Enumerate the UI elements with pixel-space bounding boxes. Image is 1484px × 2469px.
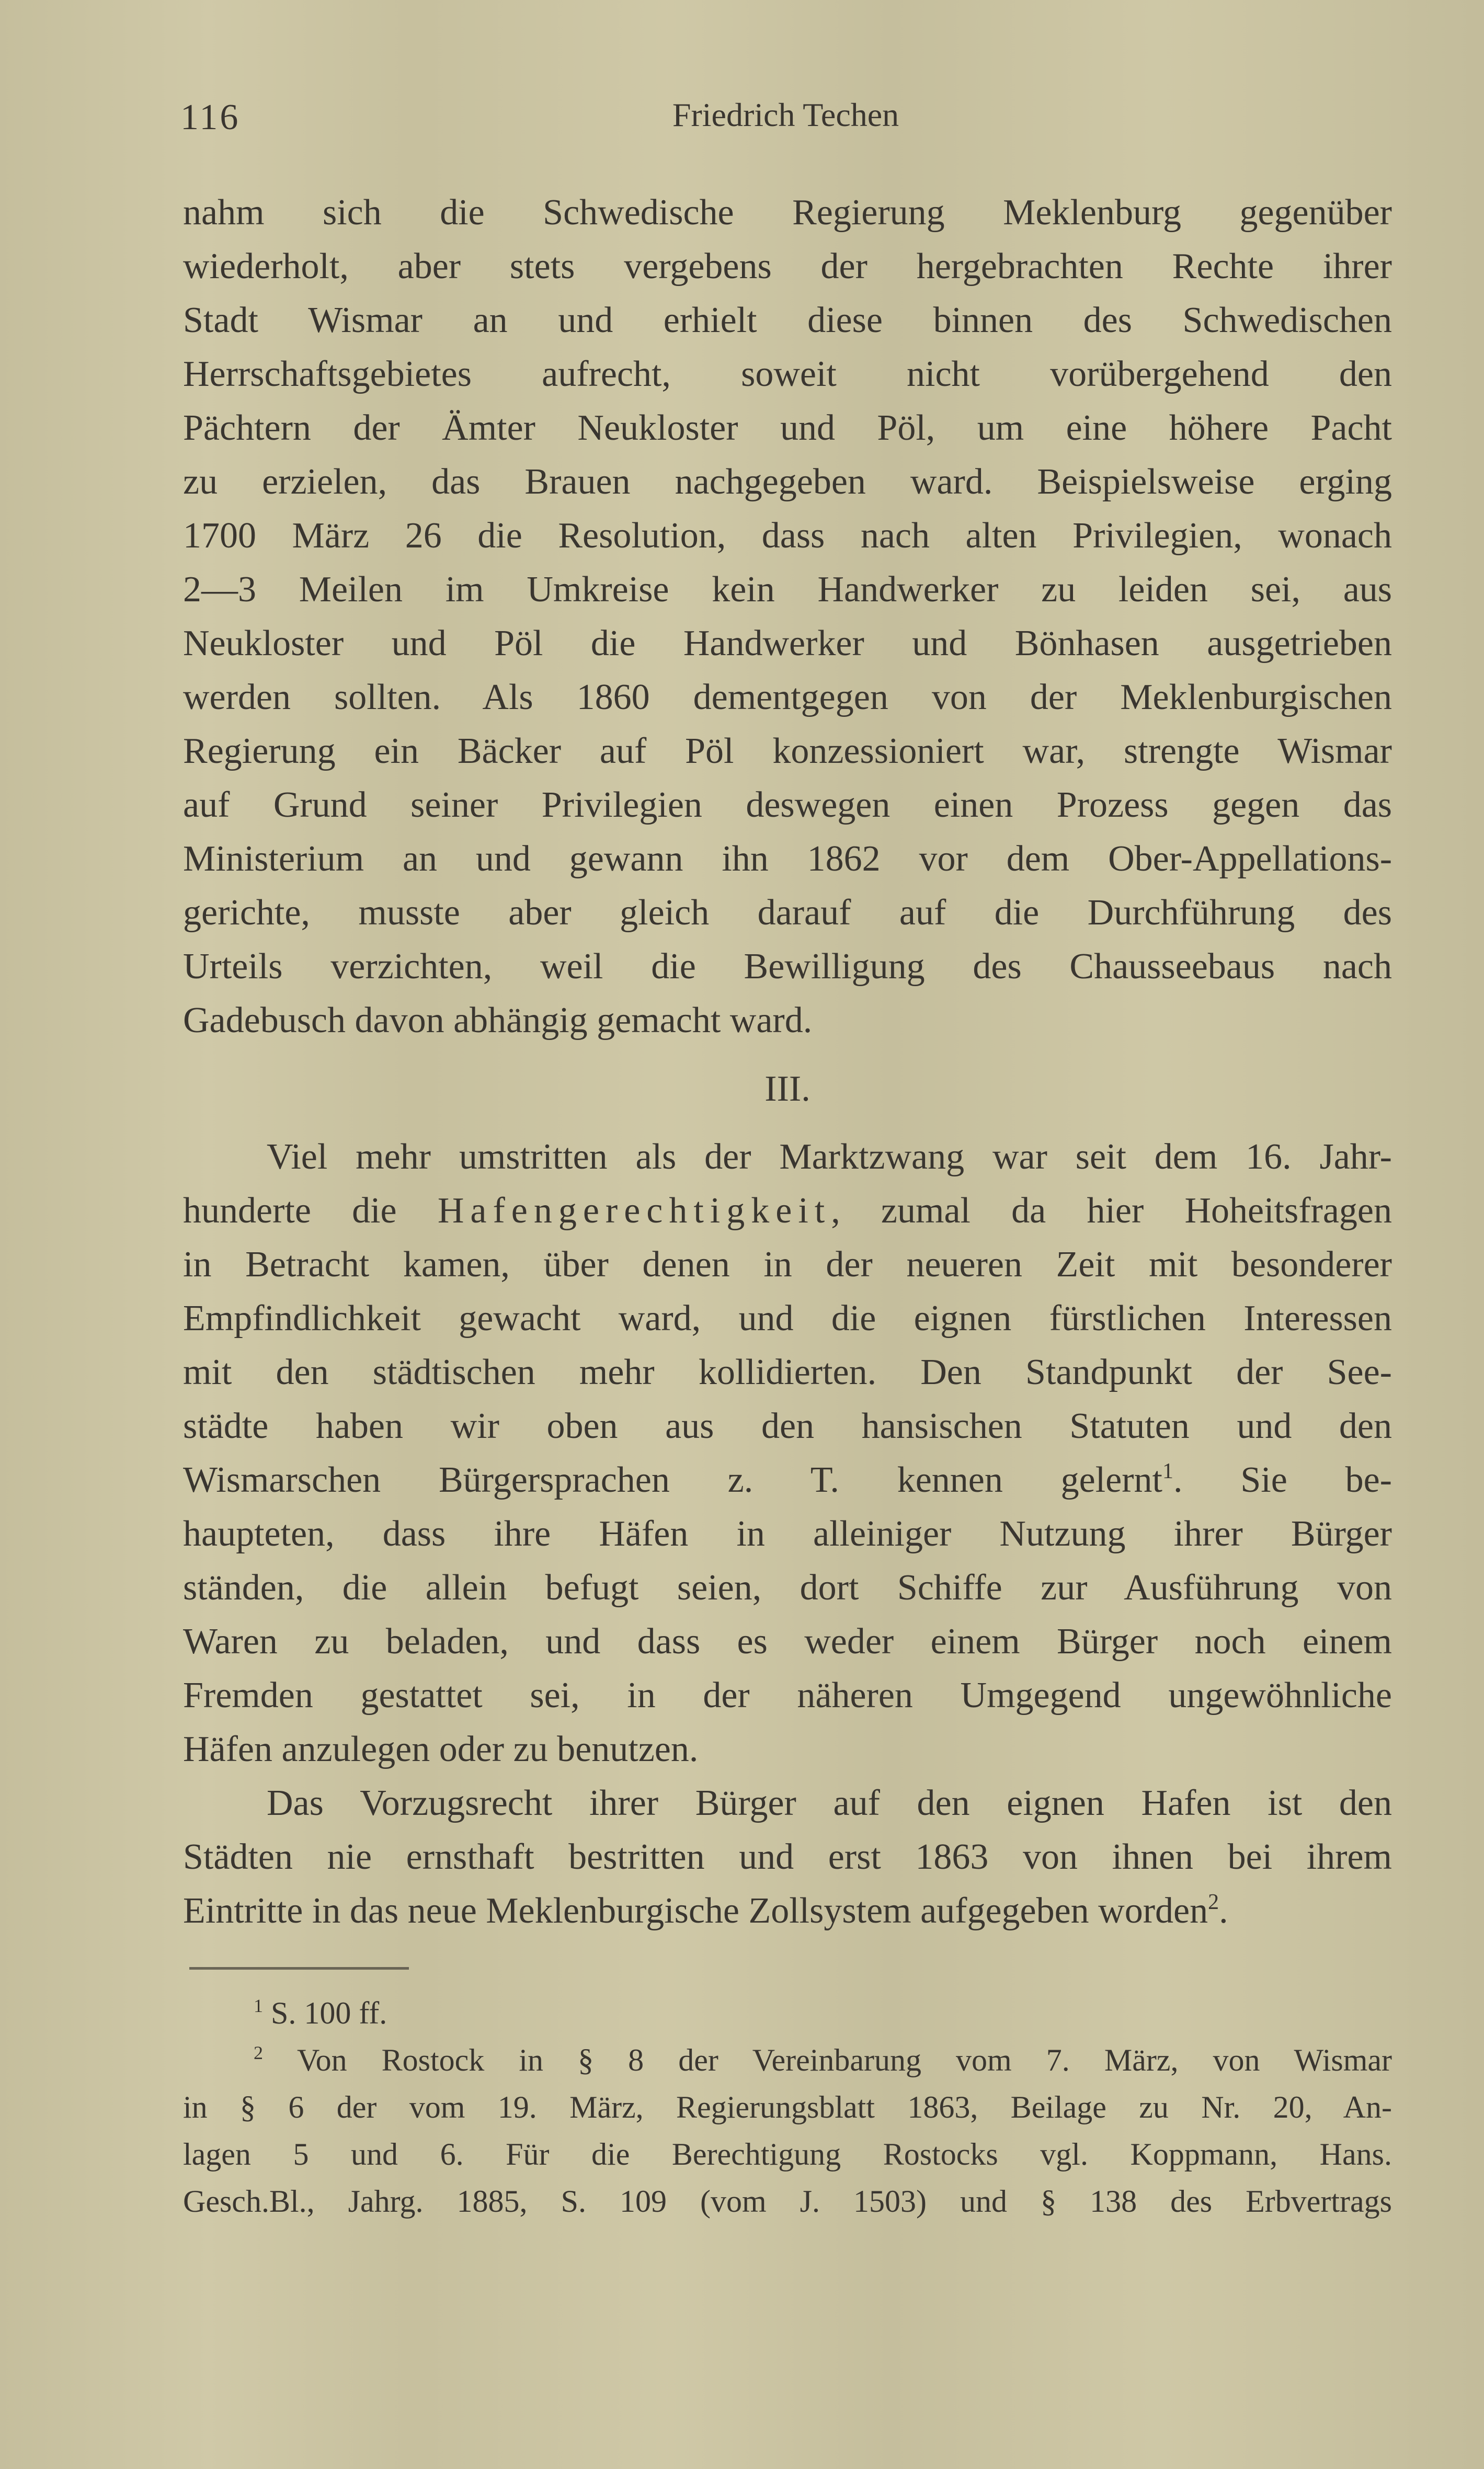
text-line: Regierung ein Bäcker auf Pöl konzessioniert war, strengte Wismar	[183, 731, 1392, 771]
text-run: . Sie be-	[1173, 1460, 1392, 1500]
text-line: zu erzielen, das Brauen nachgegeben ward. Beispielsweise erging	[183, 462, 1392, 502]
main-text	[183, 186, 1392, 1938]
text-line: gerichte, musste aber gleich darauf auf die Durchführung des	[183, 893, 1392, 933]
text-line: auf Grund seiner Privilegien deswegen einen Prozess gegen das	[183, 785, 1392, 825]
text-line: in Betracht kamen, über denen in der neueren Zeit mit besonderer	[183, 1244, 1392, 1285]
section-heading: III.	[764, 1069, 811, 1109]
text-line	[183, 1453, 1392, 1507]
text-line: mit den städtischen mehr kollidierten. Den Standpunkt der See-	[183, 1352, 1392, 1392]
text-line: Stadt Wismar an und erhielt diese binnen des Schwedischen	[183, 300, 1392, 340]
text-line: Neukloster und Pöl die Handwerker und Bönhasen ausgetrieben	[183, 623, 1392, 664]
text-line: Empfindlichkeit gewacht ward, und die eignen fürstlichen Interessen	[183, 1298, 1392, 1339]
footnote-marker: 2	[254, 2042, 263, 2063]
text-line	[183, 1884, 1392, 1938]
text-line: Das Vorzugsrecht ihrer Bürger auf den eignen Hafen ist den	[267, 1783, 1392, 1823]
text-line: Waren zu beladen, und dass es weder einem Bürger noch einem	[183, 1621, 1392, 1662]
text-line: wiederholt, aber stets vergebens der hergebrachten Rechte ihrer	[183, 246, 1392, 287]
running-title: Friedrich Techen	[672, 96, 899, 133]
text-line: städte haben wir oben aus den hansischen Statuten und den	[183, 1406, 1392, 1446]
text-run: Wismarschen Bürgersprachen z. T. kennen gelernt	[183, 1460, 1163, 1500]
footnote-marker: 1	[254, 1995, 263, 2016]
paragraph-2	[183, 1130, 1392, 1776]
footnote-reference[interactable]: 1	[1162, 1459, 1174, 1483]
text-line	[183, 1184, 1392, 1238]
footnote-line	[183, 2037, 1392, 2084]
page-header	[180, 97, 1391, 144]
text-line: Fremden gestattet sei, in der näheren Umgegend ungewöhnliche	[183, 1675, 1392, 1716]
footnote-reference[interactable]: 2	[1208, 1890, 1219, 1914]
text-line: nahm sich die Schwedische Regierung Meklenburg gegenüber	[183, 192, 1392, 233]
text-line: ständen, die allein befugt seien, dort Schiffe zur Ausführung von	[183, 1568, 1392, 1608]
paragraph-3	[183, 1776, 1392, 1938]
text-run: S. 100 ff.	[271, 1996, 387, 2030]
text-line: werden sollten. Als 1860 dementgegen von der Meklenburgischen	[183, 677, 1392, 717]
text-line: Pächtern der Ämter Neukloster und Pöl, um eine höhere Pacht	[183, 408, 1392, 448]
text-line: Ministerium an und gewann ihn 1862 vor dem Ober-Appellations-	[183, 839, 1392, 879]
footnotes	[183, 1990, 1392, 2225]
text-line: Städten nie ernsthaft bestritten und erst 1863 von ihnen bei ihrem	[183, 1837, 1392, 1877]
text-line: 2—3 Meilen im Umkreise kein Handwerker zu leiden sei, aus	[183, 569, 1392, 610]
text-run: Von Rostock in § 8 der Vereinbarung vom 7. März, von Wismar	[296, 2043, 1392, 2077]
footnote-line: Gesch.Bl., Jahrg. 1885, S. 109 (vom J. 1503) und § 138 des Erbvertrags	[183, 2184, 1392, 2219]
emphasized-term: Hafengerechtigkeit	[437, 1191, 831, 1231]
text-line: Herrschaftsgebietes aufrecht, soweit nicht vorübergehend den	[183, 354, 1392, 394]
text-run: Eintritte in das neue Meklenburgische Zollsystem aufgegeben worden	[183, 1891, 1208, 1931]
text-line: Gadebusch davon abhängig gemacht ward.	[183, 1000, 813, 1041]
page-number: 116	[180, 97, 241, 138]
text-line: Urteils verzichten, weil die Bewilligung des Chausseebaus nach	[183, 946, 1392, 987]
footnote-1	[183, 1990, 1392, 2037]
text-line: Viel mehr umstritten als der Marktzwang war seit dem 16. Jahr-	[267, 1137, 1392, 1177]
text-run: hunderte die	[183, 1191, 438, 1231]
text-run: .	[1219, 1891, 1228, 1931]
paragraph-1	[183, 186, 1392, 1047]
text-run: , zumal da hier Hoheitsfragen	[831, 1191, 1392, 1231]
text-line: Häfen anzulegen oder zu benutzen.	[183, 1729, 699, 1769]
text-line: haupteten, dass ihre Häfen in alleiniger Nutzung ihrer Bürger	[183, 1514, 1392, 1554]
text-line: 1700 März 26 die Resolution, dass nach alten Privilegien, wonach	[183, 516, 1392, 556]
footnote-line: in § 6 der vom 19. März, Regierungsblatt 1863, Beilage zu Nr. 20, An-	[183, 2090, 1392, 2124]
footnote-separator	[189, 1967, 409, 1970]
footnote-line: lagen 5 und 6. Für die Berechtigung Rostocks vgl. Koppmann, Hans.	[183, 2137, 1392, 2171]
footnote-line	[183, 1990, 1392, 2037]
footnote-2	[183, 2037, 1392, 2225]
